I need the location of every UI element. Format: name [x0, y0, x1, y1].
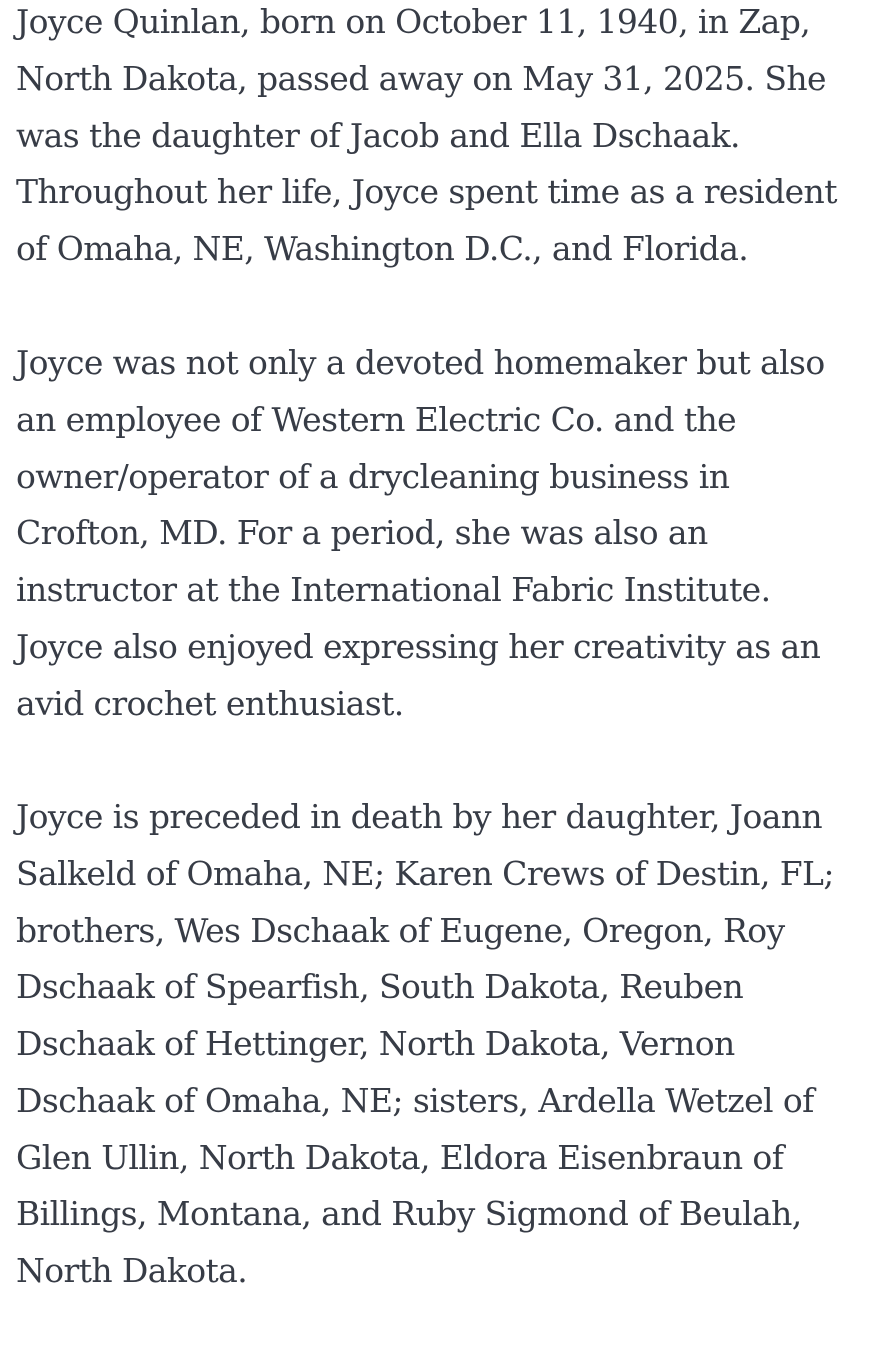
- paragraph-line: avid crochet enthusiast.: [16, 683, 404, 723]
- paragraph-line: Joyce is preceded in death by her daughter, Joann: [16, 797, 823, 836]
- obituary-paragraph-1: [16, 0, 876, 278]
- paragraph-line: North Dakota, passed away on May 31, 2025. She: [16, 58, 826, 98]
- paragraph-line: Glen Ullin, North Dakota, Eldora Eisenbraun of: [16, 1137, 784, 1177]
- paragraph-line: Salkeld of Omaha, NE; Karen Crews of Destin, FL;: [16, 853, 834, 893]
- paragraph-line: Joyce also enjoyed expressing her creativity as an: [16, 626, 821, 666]
- paragraph-line: was the daughter of Jacob and Ella Dschaak.: [16, 115, 740, 155]
- paragraph-line: Billings, Montana, and Ruby Sigmond of Beulah,: [16, 1194, 802, 1234]
- paragraph-line: Dschaak of Spearfish, South Dakota, Reuben: [16, 967, 744, 1007]
- paragraph-line: Throughout her life, Joyce spent time as a resident: [16, 172, 837, 212]
- paragraph-line: brothers, Wes Dschaak of Eugene, Oregon, Roy: [16, 910, 785, 950]
- paragraph-line: owner/operator of a drycleaning business in: [16, 456, 730, 496]
- paragraph-line: North Dakota.: [16, 1251, 248, 1290]
- obituary-paragraph-2: [16, 335, 876, 732]
- paragraph-line: instructor at the International Fabric Institute.: [16, 570, 771, 609]
- paragraph-line: Joyce Quinlan, born on October 11, 1940, in Zap,: [16, 2, 811, 41]
- paragraph-line: an employee of Western Electric Co. and the: [16, 399, 737, 439]
- obituary-paragraph-3: [16, 789, 876, 1300]
- paragraph-line: Dschaak of Hettinger, North Dakota, Vernon: [16, 1024, 735, 1063]
- paragraph-line: Joyce was not only a devoted homemaker but also: [16, 343, 825, 382]
- paragraph-line: Dschaak of Omaha, NE; sisters, Ardella Wetzel of: [16, 1080, 814, 1120]
- paragraph-line: Crofton, MD. For a period, she was also an: [16, 513, 708, 553]
- paragraph-line: of Omaha, NE, Washington D.C., and Florida.: [16, 229, 749, 268]
